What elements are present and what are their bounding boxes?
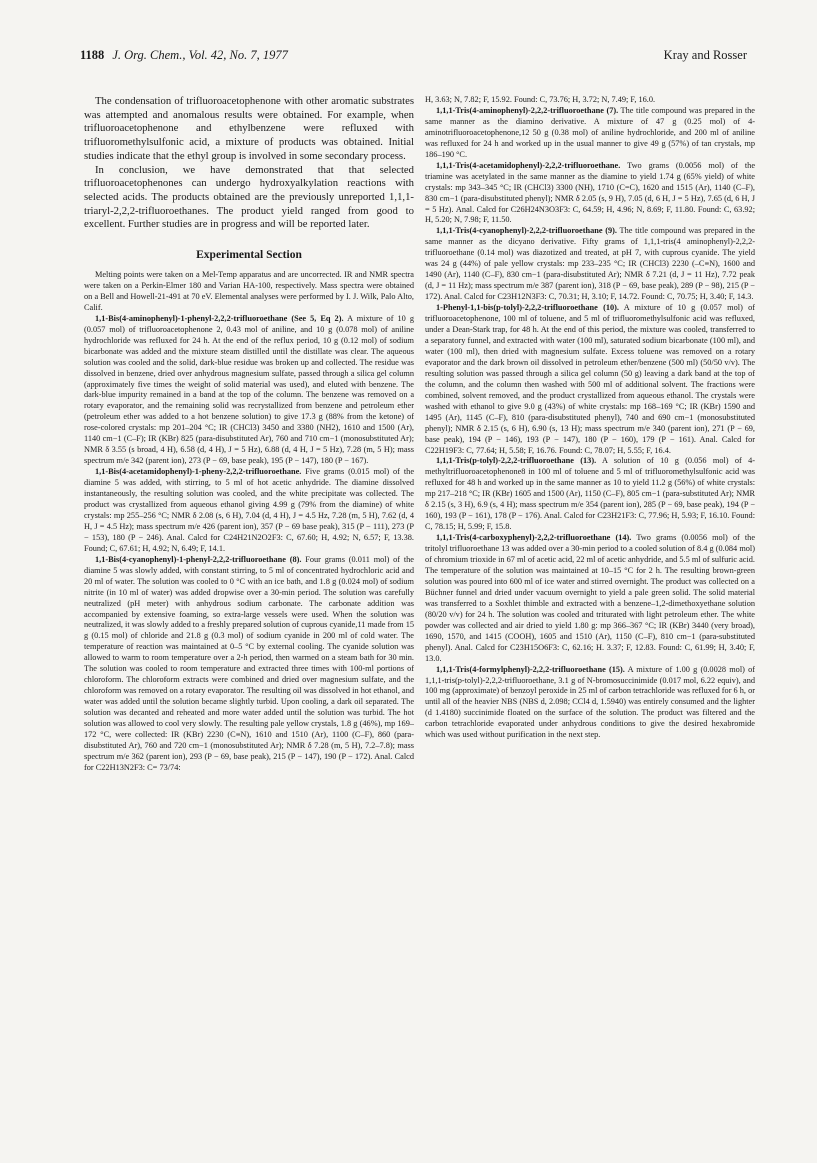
experimental-paragraph [425,665,755,742]
experimental-paragraph [84,314,414,467]
experimental-paragraph [425,226,755,303]
paragraph-text: H, 3.63; N, 7.82; F, 15.92. Found: C, 73.76; H, 3.72; N, 7.49; F, 16.0. [425,95,656,104]
page-number: 1188 [80,48,105,62]
compound-heading: 1,1,1-Tris(4-carboxyphenyl)-2,2,2-trifluoroethane (14). [436,533,632,543]
experimental-paragraphs [84,270,414,774]
paragraph-text: Four grams (0.011 mol) of the diamine 5 was slowly added, with constant stirring, to 5 ml of concentrated hydrochloric acid and 20 ml of water. The solution was cooled to 0 °C with an ice bath, and 1.8 g (0.024 mol) of sodium nitrite (in 10 ml of water) was added dropwise over a 30-min period. The solution was carefully neutralized (pH meter) with anhydrous sodium carbonate. The carbonate addition was accompanied by extensive foaming, so extra-large vessels were used. When the solution was neutralized, it was slowly added to a freshly prepared solution of cuprous cyanide,11 made from 15 g (0.15 mol) of chloride and 21.8 g (0.3 mol) of sodium cyanide in 200 ml of cold water. The temperature of reaction was maintained at 0–5 °C by external cooling. The cyanide solution was allowed to warm to room temperature over a 2-h period, then warmed on a steam bath for 30 min. The solution was cooled to room temperature and extracted three times with 100-ml portions of chloroform. The chloroform extracts were combined and dried over magnesium sulfate, and the chloroform was removed on a rotary evaporator. The resulting oil was dissolved in hot ethanol, and water was added until the solution became slightly turbid. Upon cooling, a dark oil separated. The solution was decanted and reheated and more water added until the solution was turbid. The hot solution was allowed to cool very slowly. The resulting pale yellow crystals, 1.8 g (46%), mp 169–172 °C, were collected: IR (KBr) 2230 (C≡N), 1610 and 1510 (Ar), 1100 (C–F), 860 (para-disubstituted Ar), 760 and 720 cm−1 (monosubstituted Ar); NMR δ 7.28 (m, 5 H), 7.2–7.8); mass spectrum m/e 362 (parent ion), 293 (P − 69, base peak), 215 (P − 147), 190 (P − 172). Anal. Calcd for C22H13N2F3: C= 73/74: [84,554,414,772]
compound-heading: 1,1-Bis(4-cyanophenyl)-1-phenyl-2,2,2-trifluoroethane (8). [95,554,302,564]
paragraph-text: Five grams (0.015 mol) of the diamine 5 was added, with stirring, to 5 ml of hot acetic anhydride. The diamine dissolved instantaneously, the resulting solution was cooled, and the white precipitate was collected. The product was crystallized from aqueous ethanol giving 4.99 g (79% from the diamine) of white crystals: mp 255–256 °C; NMR δ 2.08 (s, 6 H), 7.04 (d, 4 H), J = 4.5 Hz, 7.28 (m, 5 H), 7.62 (d, 4 H, J = 4.5 Hz); mass spectrum m/e 426 (parent ion), 357 (P − 69 base peak), 315 (P − 111), 273 (P − 153), 180 (P − 246). Anal. Calcd for C24H21N2O2F3: C, 67.60; H, 4.92; N, 6.57; F, 13.38. Found; C, 67.61; H, 4.92; N, 6.49; F, 14.1. [84,467,414,553]
right-column [425,95,755,1135]
paragraph-text: A mixture of 10 g (0.057 mol) of trifluoroacetophenone 2, 0.43 mol of aniline, and 10 g (0.078 mol) of aniline hydrochloride was refluxed for 24 h. At the end of the reflux period, 10 g (0.12 mol) of sodium bicarbonate was added and the mixture steam distilled until the distillate was clear. The aqueous solution was cooled and the solid, dark-blue residue was broken up and collected. The residue was dissolved in benzene, dried over anhydrous magnesium sulfate, passed through a silica gel column (approximately five times the weight of solid material was used), and eluted with benzene. The dark-blue impurity remained in a band at the top of the column. The benzene was removed on a rotary evaporator, and the remaining solid was recrystallized from benzene and petroleum ether (petroleum ether was added to a hot benzene solution) to give 17.3 g (88% from the ketone) of rose-colored crystals: mp 201–204 °C; IR (CHCl3) 3450 and 3380 (NH2), 1610 and 1500 (Ar), 1140 cm−1 (C–F); IR (KBr) 825 (para-disubstituted Ar), 760 and 710 cm−1 (monosubstituted Ar); NMR δ 3.55 (s broad, 4 H), 6.58 (d, 4 H), J = 5 Hz), 6.88 (d, 4 H, J = 5 Hz), 7.28 (m, 5 H); mass spectrum m/e 342 (parent ion), 273 (P − 69, base peak), 195 (P − 147), 180 (P − 167). [84,313,414,466]
compound-heading: 1,1,1-Tris(p-tolyl)-2,2,2-trifluoroethane (13). [436,456,597,466]
paragraph-text: The title compound was prepared in the same manner as the diamino derivative. A mixture of 47 g (0.25 mol) of 4-aminotrifluoroacetophenone,12 50 g (0.38 mol) of aniline hydrochloride, and 200 ml of aniline was refluxed for 24 h and worked up in the usual manner to give 49 g (57%) of tan crystals, mp 186–190 °C. [425,105,755,159]
experimental-paragraph [425,456,755,533]
paragraph-text: Two grams (0.0056 mol) of the tritolyl trifluoroethane 13 was added over a 30-min period to a cooled solution of 8.4 g (0.084 mol) of chromium trioxide in 67 ml of acetic acid, 22 ml of acetic anhydride, and 5.5 ml of sulfuric acid. The temperature of the solution was maintained at 10–15 °C for 2 h. The resulting brown-green solution was poured into 600 ml of ice water and stirred overnight. The product was collected on a Büchner funnel and dried under vacuum overnight to yield a pale green solid. The solid material was transferred to a Soxhlet thimble and extracted with a benzene–1,2-dimethoxyethane solution (80/20 v/v) for 24 h. The solution was cooled and triturated with light petroleum ether. The white powder was collected and air dried to yield 1.80 g: mp 366–367 °C; IR (KBr) 3440 (very broad), 1690, 1570, and 1415 (COOH), 1605 and 1510 (Ar), 1150 (C–F), 810 cm−1 (para-substituted phenyl). Anal. Calcd for C23H15O6F3: C, 62.16; H. 3.37; F, 12.83. Found: C, 61.99; H, 3.40; F, 13.0. [425,533,755,663]
compound-heading: 1,1-Bis(4-aminophenyl)-1-phenyl-2,2,2-trifluoroethane (See 5, Eq 2). [95,313,344,323]
compound-heading: 1-Phenyl-1,1-bis(p-tolyl)-2,2,2-trifluoroethane (10). [436,303,619,313]
compound-heading: 1,1,1-Tris(4-cyanophenyl)-2,2,2-trifluoroethane (9). [436,226,617,236]
compound-heading: 1,1,1-Tris(4-aminophenyl)-2,2,2-trifluoroethane (7). [436,105,619,115]
experimental-paragraph [425,95,755,106]
experimental-paragraphs-continued [425,95,755,741]
experimental-paragraph [425,106,755,161]
compound-heading: 1,1,1-Tris(4-formylphenyl)-2,2,2-trifluoroethane (15). [436,664,625,674]
experimental-paragraph [425,303,755,456]
experimental-paragraph [84,555,414,774]
header-left [80,48,288,63]
conclusion-paragraph: In conclusion, we have demonstrated that that selected trifluoroacetophenones can undergo hydroxyalkylation reactions with selected acids. The products obtained are the previously unreported 1,1,1-triaryl-2,2,2-trifluoroethanes. The product yield ranged from good to excellent. Further studies are in progress and will be reported later. [84,163,414,231]
paragraph-text: A mixture of 1.00 g (0.0028 mol) of 1,1,1-tris(p-tolyl)-2,2,2-trifluoroethane, 3.1 g of N-bromosuccinimide (0.017 mol, 6.22 equiv), and 100 mg (approximate) of benzoyl peroxide in 25 ml of carbon tetrachloride was refluxed for 6 h, or until all of the heavier NBS (NBS d, 2.098; CCl4 d, 1.5940) was entirely consumed and the lighter (d 1.4180) succinimide floated on the surface of the solution. The product was filtered and the carbon tetrachloride evaporated under anhydrous conditions to give the desired hexabromide which was used without purification in the next step. [425,664,755,740]
header-authors: Kray and Rosser [663,48,747,62]
paragraph-text: A mixture of 10 g (0.057 mol) of trifluoroacetophenone, 100 ml of toluene, and 5 ml of trifluoromethylsulfonic acid was refluxed, under a Dean-Stark trap, for 48 h. At the end of this period, the mixture was cooled, transferred to a separatory funnel, and extracted with water (100 ml), saturated sodium bicarbonate (100 ml), and water (100 ml), then dried with magnesium sulfate. Excess toluene was removed on a rotary evaporator and the dark brown oil dissolved in petroleum ether/benzene (500 ml) (50/50 v/v). The resulting solution was passed through a silica gel column (50 g) leaving a dark band at the top of the column, and the column then washed with 500 ml of additional solvent. The fractions were combined, solvent removed, and the product crystallized from aqueous ethanol. The crystals were washed with ethanol to give 9.0 g (43%) of white crystals: mp 168–169 °C; IR (KBr) 1590 and 1495 (Ar), 1145 (C–F), 810 (para-disubstituted phenyl), 740 and 690 cm−1 (monosubstituted phenyl); NMR δ 2.15 (s, 6 H), 6.90 (s, 13 H); mass spectrum m/e 340 (parent ion), 271 (P − 69, base peak), 194 (P − 146), 193 (P − 147), 180 (P − 160), 179 (P − 161). Anal. Calcd for C22H19F3: C, 77.64; H, 5.58; F, 16.76. Found: C, 78.07; H, 5.55; F, 16.4. [425,303,755,455]
intro-paragraph: The condensation of trifluoroacetophenone with other aromatic substrates was attempted and anomalous results were obtained. For example, when trifluoroacetophenone and ethylbenzene were refluxed with trifluoromethylsulfonic acid, a mixture of products was obtained. Initial studies indicate that the ethyl group is involved in some secondary process. [84,95,414,162]
paragraph-text: A solution of 10 g (0.056 mol) of 4-methyltrifluoroacetophenone8 in 100 ml of toluene and 5 ml of trifluoromethylsulfonic acid was refluxed for 48 h and worked up in the same manner as 10 to yield 11.2 g (56%) of white crystals: mp 217–218 °C; IR (KBr) 1605 and 1500 (Ar), 1150 (C–F), 805 cm−1 (para-substituted Ar); NMR δ 2.15 (s, 3 H), 6.9 (s, 4 H); mass spectrum m/e 354 (parent ion), 285 (P − 69, base peak), 194 (P − 160), 193 (P − 161), 178 (P − 176). Anal. Calcd for C23H21F3: C, 77.96; H, 5.93; F, 16.10. Found: C, 78.15; H, 5.99; F, 15.8. [425,456,755,532]
journal-citation: J. Org. Chem., Vol. 42, No. 7, 1977 [112,48,288,62]
section-title: Experimental Section [196,249,302,262]
experimental-paragraph [425,161,755,227]
compound-heading: 1,1-Bis(4-acetamidophenyl)-1-pheny-2,2,2-trifluoroethane. [95,467,302,477]
paragraph-text: Melting points were taken on a Mel-Temp apparatus and are uncorrected. IR and NMR spectra were taken on a Perkin-Elmer 180 and Varian HA-100, respectively. Mass spectra were obtained on a Bell and Howell-21-491 at 70 eV. Elemental analyses were performed by I. J. Wilk, Palo Alto, Calif. [84,269,414,312]
experimental-paragraph [425,533,755,664]
paragraph-text: The title compound was prepared in the same manner as the dicyano derivative. Fifty grams of 1,1,1-tris(4 aminophenyl)-2,2,2-trifluoroethane (0.14 mol) was diazotized and treated, at pH 7, with cuprous cyanide. The yield was 24 g (44%) of pale yellow crystals: mp 233–235 °C; IR (CHCl3) 2230 (–C≡N), 1600 and 1490 (Ar), 1140 (C–F), 830 cm−1 (para-disubstituted Ar); NMR δ 7.21 (d, J = 11 Hz), 7.72 peak (d, J = 11 Hz); mass spectrum m/e 387 (parent ion), 318 (P − 69, base peak), 289 (P − 98), 215 (P − 172). Anal. Calcd for C23H12N3F3: C, 70.31; H, 3.10; F, 14.72. Found: C, 70.75; H, 3.40; F, 14.3. [425,226,755,302]
compound-heading: 1,1,1-Tris(4-acetamidophenyl)-2,2,2-trifluoroethane. [436,160,621,170]
experimental-paragraph [84,467,414,555]
left-column [84,95,414,1135]
experimental-paragraph [84,270,414,314]
running-header [80,48,747,68]
paragraph-text: Two grams (0.0056 mol) of the triamine was acetylated in the same manner as the diamine to yield 1.74 g (65% yield) of white crystals: mp 343–345 °C; IR (CHCl3) 3300 (NH), 1710 (C=C), 1620 and 1515 (Ar), 1140 (C–F), 830 cm−1 (para-disubstituted phenyl); NMR δ 2.05 (s, 9 H), 7.05 (d, 6 H, J = 5 Hz), 7.65 (d, 6 H, J = 5 Hz). Anal. Calcd for C26H24N3O3F3: C, 64.59; H, 4.96; N, 8.69; F, 11.80. Found: C, 63.92; H, 5.20; N, 7.98; F, 11.50. [425,160,755,225]
